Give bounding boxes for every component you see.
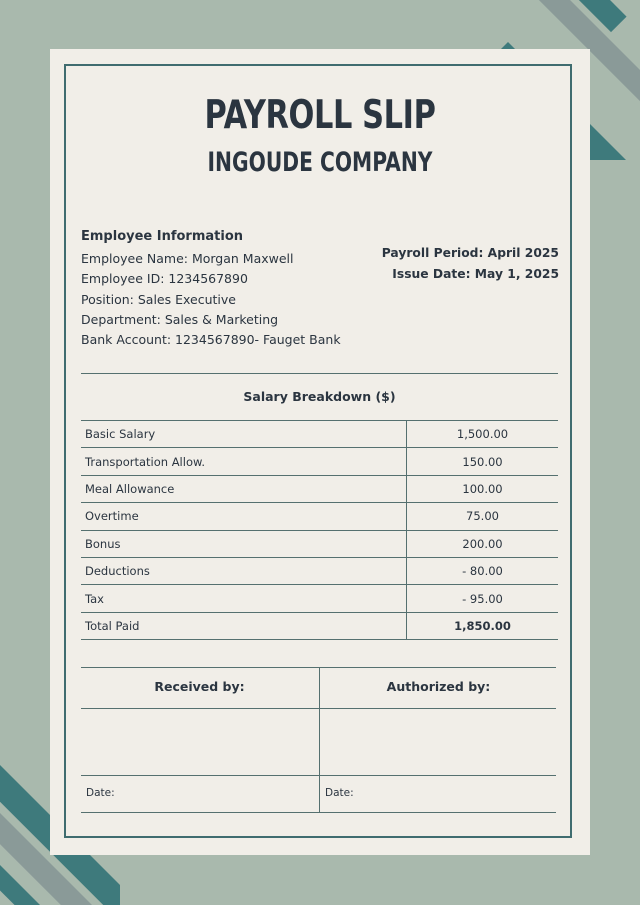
- row-amount: 1,500.00: [407, 421, 559, 448]
- employee-bank-account: Bank Account: 1234567890- Fauget Bank: [81, 332, 341, 348]
- received-by-label: Received by:: [154, 679, 245, 694]
- signature-section: [81, 667, 556, 812]
- received-by-column: [81, 667, 318, 812]
- payroll-period: Payroll Period: April 2025: [381, 246, 559, 260]
- payroll-period-block: [382, 243, 559, 285]
- issue-date: Issue Date: May 1, 2025: [392, 267, 559, 281]
- row-amount: - 95.00: [407, 585, 559, 612]
- row-label: Deductions: [81, 557, 407, 584]
- authorized-by-column: [319, 667, 557, 812]
- salary-breakdown-title: Salary Breakdown ($): [243, 389, 396, 404]
- table-row: [81, 530, 558, 557]
- row-label: Overtime: [81, 503, 407, 530]
- table-row: [81, 557, 558, 584]
- total-row: [81, 612, 558, 639]
- company-name: INGOUDE COMPANY: [207, 147, 433, 178]
- row-amount: 75.00: [407, 503, 559, 530]
- row-label: Basic Salary: [81, 421, 407, 448]
- employee-id: Employee ID: 1234567890: [81, 271, 248, 287]
- total-amount: 1,850.00: [407, 612, 559, 639]
- salary-breakdown-table: [81, 420, 558, 640]
- row-label: Tax: [81, 585, 407, 612]
- employee-info-heading: Employee Information: [81, 229, 244, 244]
- page-title: PAYROLL SLIP: [204, 93, 436, 138]
- row-amount: - 80.00: [407, 557, 559, 584]
- row-amount: 100.00: [407, 475, 559, 502]
- employee-information: [81, 229, 341, 350]
- table-row: [81, 503, 558, 530]
- divider: [81, 373, 558, 374]
- table-row: [81, 421, 558, 448]
- row-label: Meal Allowance: [81, 475, 407, 502]
- divider: [81, 812, 556, 813]
- received-date-label: Date:: [86, 787, 115, 799]
- table-row: [81, 475, 558, 502]
- payroll-slip-page: [50, 49, 590, 855]
- row-amount: 150.00: [407, 448, 559, 475]
- total-label: Total Paid: [81, 612, 407, 639]
- employee-name: Employee Name: Morgan Maxwell: [81, 251, 294, 266]
- employee-position: Position: Sales Executive: [81, 291, 236, 307]
- table-row: [81, 585, 558, 612]
- row-label: Transportation Allow.: [81, 448, 407, 475]
- employee-department: Department: Sales & Marketing: [81, 311, 279, 327]
- table-row: [81, 448, 558, 475]
- authorized-date-label: Date:: [325, 787, 354, 799]
- row-label: Bonus: [81, 530, 407, 557]
- authorized-by-label: Authorized by:: [386, 679, 491, 694]
- row-amount: 200.00: [407, 530, 559, 557]
